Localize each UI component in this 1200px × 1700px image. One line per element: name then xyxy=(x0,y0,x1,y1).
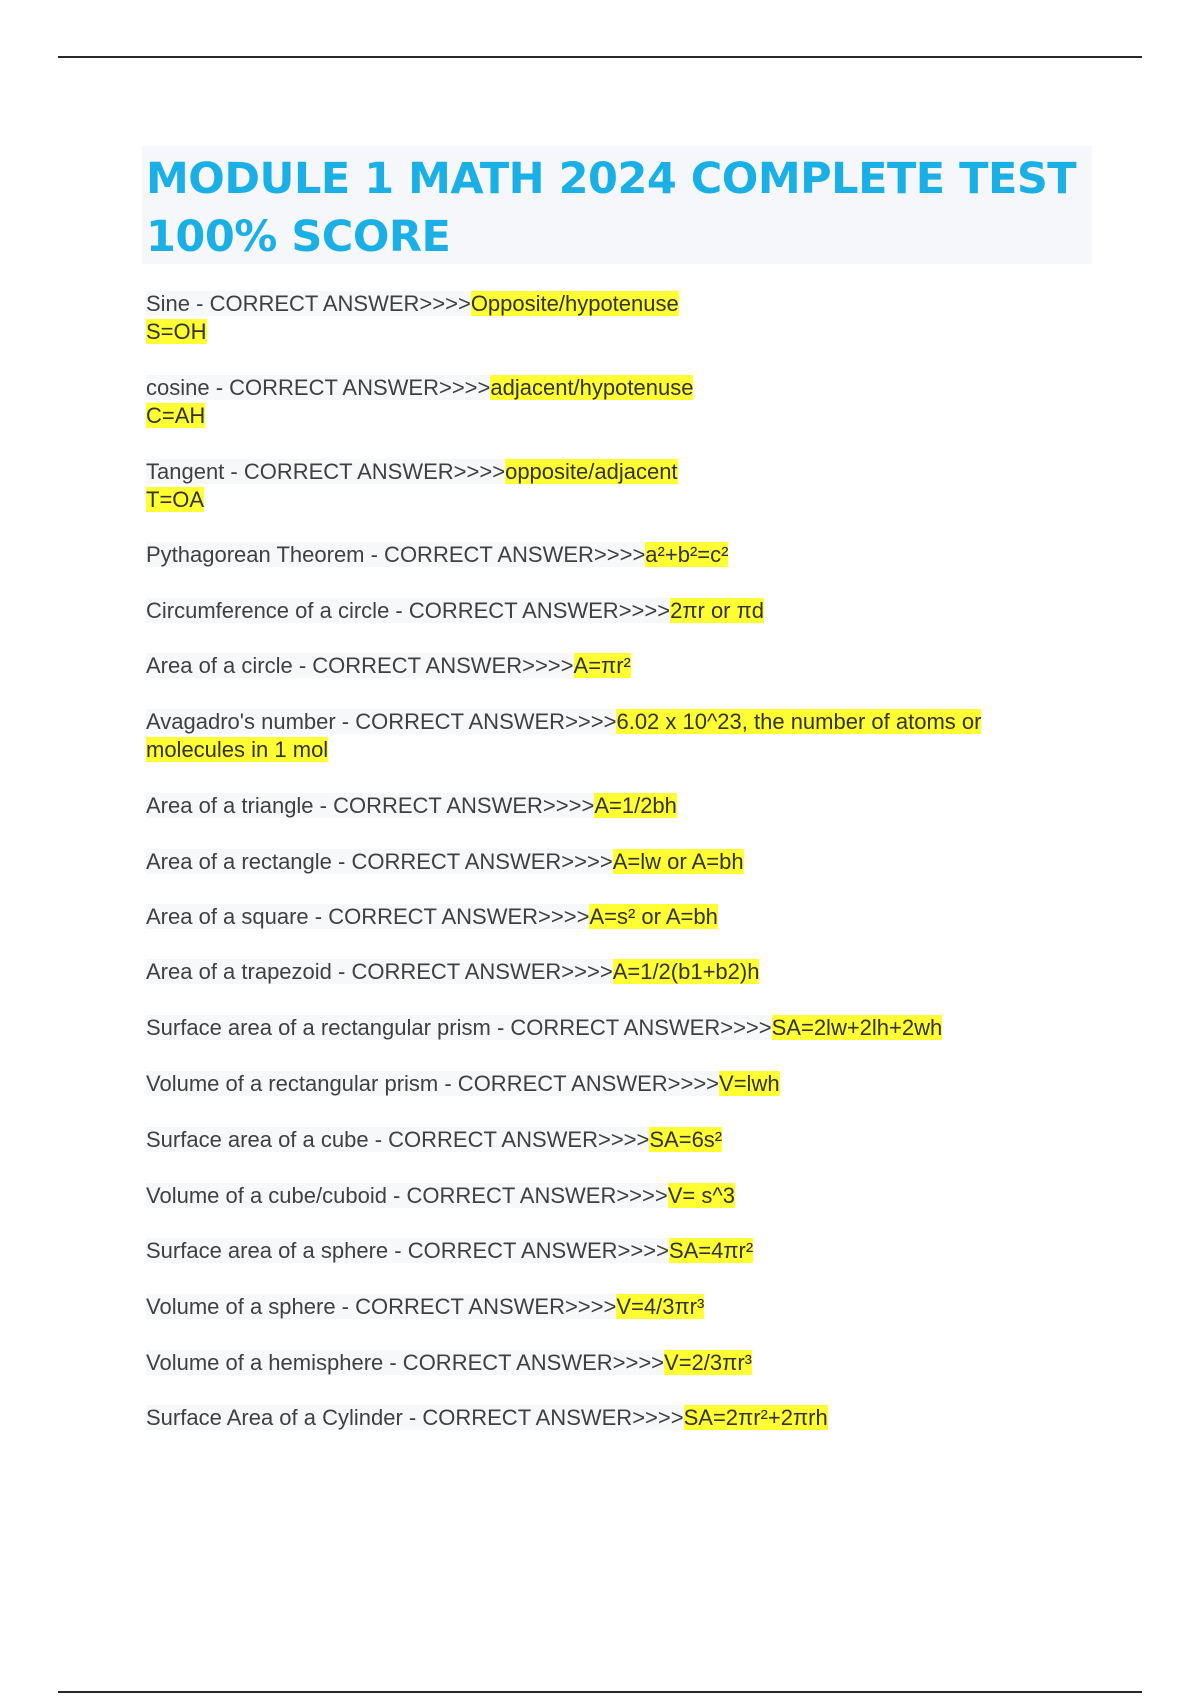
qa-term: Volume of a cube/cuboid - CORRECT ANSWER>>>> xyxy=(146,1183,668,1208)
qa-answer-line2: molecules in 1 mol xyxy=(146,737,329,762)
qa-answer: adjacent/hypotenuse xyxy=(490,375,694,400)
qa-item xyxy=(146,458,1096,514)
qa-term: Surface area of a rectangular prism - CORRECT ANSWER>>>> xyxy=(146,1015,772,1040)
qa-term: Area of a trapezoid - CORRECT ANSWER>>>> xyxy=(146,959,613,984)
qa-answer: A=1/2(b1+b2)h xyxy=(612,959,760,984)
qa-item xyxy=(146,903,1096,931)
qa-answer: V= s^3 xyxy=(667,1183,735,1208)
title-block xyxy=(142,146,1092,264)
qa-item xyxy=(146,1404,1096,1432)
qa-item xyxy=(146,1014,1096,1042)
qa-answer: SA=2lw+2lh+2wh xyxy=(771,1015,943,1040)
qa-item xyxy=(146,708,1096,764)
qa-answer: A=πr² xyxy=(573,653,631,678)
qa-term: Tangent - CORRECT ANSWER>>>> xyxy=(146,459,506,484)
qa-answer-line2: T=OA xyxy=(146,487,205,512)
qa-answer: V=lwh xyxy=(719,1071,780,1096)
qa-term: Area of a triangle - CORRECT ANSWER>>>> xyxy=(146,793,595,818)
qa-term: Volume of a sphere - CORRECT ANSWER>>>> xyxy=(146,1294,617,1319)
qa-term: Volume of a rectangular prism - CORRECT ANSWER>>>> xyxy=(146,1071,720,1096)
qa-list xyxy=(146,290,1096,1432)
qa-item xyxy=(146,792,1096,820)
qa-term: Area of a rectangle - CORRECT ANSWER>>>> xyxy=(146,849,613,874)
qa-answer-line2: C=AH xyxy=(146,403,206,428)
document-title: MODULE 1 MATH 2024 COMPLETE TEST 100% SCORE xyxy=(146,154,1077,262)
footer-rule xyxy=(58,1691,1142,1693)
qa-term: cosine - CORRECT ANSWER>>>> xyxy=(146,375,491,400)
header-rule xyxy=(58,56,1142,58)
qa-item xyxy=(146,848,1096,876)
qa-answer: A=s² or A=bh xyxy=(589,904,718,929)
qa-answer: SA=6s² xyxy=(649,1127,723,1152)
qa-item xyxy=(146,1070,1096,1098)
qa-item xyxy=(146,1349,1096,1377)
qa-term: Surface area of a cube - CORRECT ANSWER>>>> xyxy=(146,1127,650,1152)
qa-answer: 2πr or πd xyxy=(670,598,765,623)
qa-term: Volume of a hemisphere - CORRECT ANSWER>>>> xyxy=(146,1350,665,1375)
qa-answer: SA=2πr²+2πrh xyxy=(683,1405,828,1430)
qa-item xyxy=(146,1237,1096,1265)
qa-item xyxy=(146,541,1096,569)
qa-term: Surface Area of a Cylinder - CORRECT ANSWER>>>> xyxy=(146,1405,684,1430)
qa-term: Pythagorean Theorem - CORRECT ANSWER>>>> xyxy=(146,542,646,567)
qa-term: Avagadro's number - CORRECT ANSWER>>>> xyxy=(146,709,617,734)
qa-item xyxy=(146,958,1096,986)
qa-item xyxy=(146,290,1096,346)
qa-term: Surface area of a sphere - CORRECT ANSWER>>>> xyxy=(146,1238,669,1263)
qa-item xyxy=(146,374,1096,430)
qa-term: Area of a square - CORRECT ANSWER>>>> xyxy=(146,904,590,929)
qa-answer: V=4/3πr³ xyxy=(616,1294,705,1319)
qa-answer-line2: S=OH xyxy=(146,319,207,344)
qa-item xyxy=(146,597,1096,625)
qa-answer: opposite/adjacent xyxy=(505,459,678,484)
qa-term: Circumference of a circle - CORRECT ANSWER>>>> xyxy=(146,598,671,623)
qa-answer: SA=4πr² xyxy=(668,1238,754,1263)
qa-answer: A=lw or A=bh xyxy=(612,849,744,874)
qa-answer: V=2/3πr³ xyxy=(664,1350,752,1375)
qa-item xyxy=(146,1182,1096,1210)
qa-term: Area of a circle - CORRECT ANSWER>>>> xyxy=(146,653,574,678)
qa-answer: Opposite/hypotenuse xyxy=(470,291,679,316)
qa-answer: a²+b²=c² xyxy=(645,542,729,567)
qa-item xyxy=(146,652,1096,680)
qa-answer: A=1/2bh xyxy=(594,793,677,818)
qa-answer: 6.02 x 10^23, the number of atoms or xyxy=(616,709,982,734)
qa-term: Sine - CORRECT ANSWER>>>> xyxy=(146,291,471,316)
qa-item xyxy=(146,1293,1096,1321)
qa-item xyxy=(146,1126,1096,1154)
